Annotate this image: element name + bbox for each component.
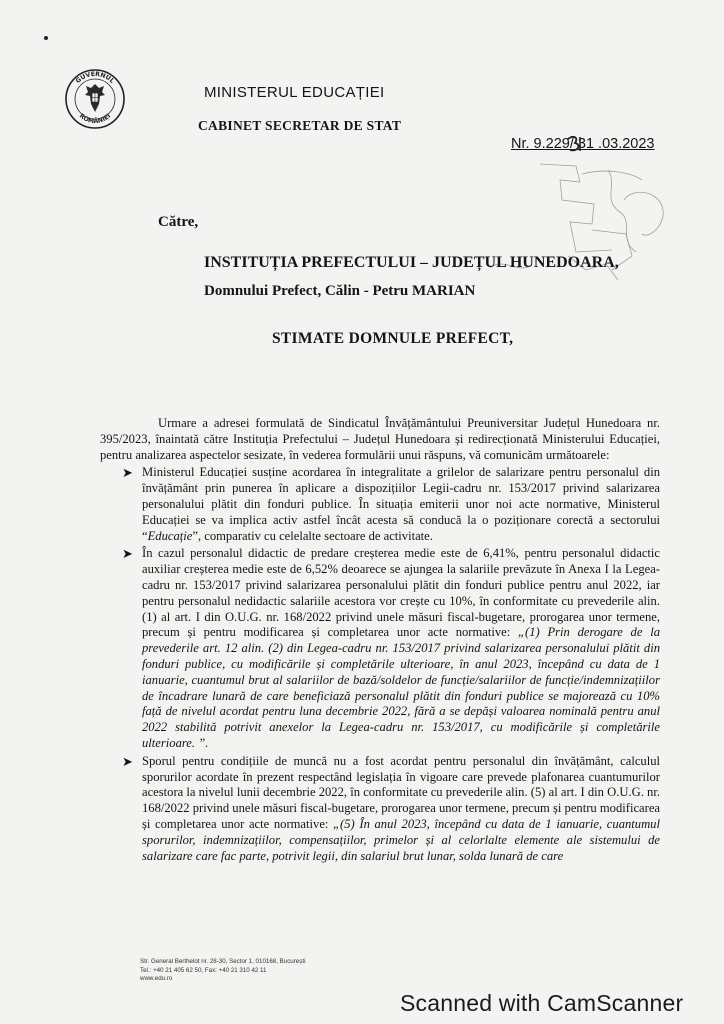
recipient-prefect: Domnului Prefect, Călin - Petru MARIAN (204, 283, 476, 299)
footer-website: www.edu.ro (140, 975, 173, 982)
letter-body (100, 416, 660, 864)
svg-text:ROMÂNIEI: ROMÂNIEI (77, 112, 113, 126)
svg-text:GUVERNUL: GUVERNUL (74, 70, 116, 85)
to-label: Către, (158, 214, 199, 230)
footer-contact (140, 958, 305, 984)
scan-speck (44, 36, 48, 40)
points-list (100, 465, 660, 864)
government-seal-icon (64, 68, 126, 130)
arrow-bullet-icon: ➤ (122, 465, 133, 481)
intro-paragraph: Urmare a adresei formulată de Sindicatul Învățământului Preuniversitar Județul Hunedoara nr. 395/2023, înaintată către Instituția Prefectului – Județul Hunedoara și redirecționată Ministerului Educației, pentru analizarea aspectelor sesizate, în vederea formulării unui răspuns, vă comunicăm următoarele: (100, 416, 660, 462)
footer-address: Str. General Berthelot nr. 28-30, Sector 1, 010168, București (140, 958, 306, 965)
list-item: ➤ Sporul pentru condițiile de muncă nu a fost acordat pentru personalul din învățământ, calculul sporurilor acordate în prezent respectând legislația în vigoare care prevede plafonarea cuantumurilor acestora la nivelul lunii decembrie 2022, în conformitate cu prevederile alin. (5) al art. I din O.U.G. nr. 168/2022 privind unele măsuri fiscal-bugetare, prorogarea unor termene, precum și pentru modificarea și completarea unor acte normative: „(5) În anul 2023, începând cu data de 1 ianuarie, cuantumul sporurilor, indemnizațiilor, compensațiilor, primelor și al celorlalte elemente ale sistemului de salarizare care fac parte, potrivit legii, din salariul brut lunar, solda lunară de care (122, 753, 660, 863)
arrow-bullet-icon: ➤ (122, 753, 133, 769)
recipient-institution: INSTITUȚIA PREFECTULUI – JUDEȚUL HUNEDOARA, (204, 254, 619, 271)
arrow-bullet-icon: ➤ (122, 546, 133, 562)
salutation: STIMATE DOMNULE PREFECT, (272, 330, 514, 347)
camscanner-watermark: Scanned with CamScanner (400, 990, 684, 1016)
handwritten-date-mark (565, 133, 585, 155)
list-item: ➤ În cazul personalul didactic de predare creșterea medie este de 6,41%, pentru personalul didactic auxiliar creșterea medie este de 6,52% deoarece se ajungea la salariile prevăzute în Anexa I la Legea-cadru nr. 153/2017 privind salarizarea personalului plătit din fonduri publice pentru anul 2022, iar pentru personalul nedidactic salariile acestora vor crește cu 10%, în conformitate cu prevederile alin. (1) al art. I din O.U.G. nr. 168/2022 privind unele măsuri fiscal-bugetare, prorogarea unor termene, precum și pentru modificarea și completarea unor acte normative: „(1) Prin derogare de la prevederile art. 12 alin. (2) din Legea-cadru nr. 153/2017 privind salarizarea personalului plătit din fonduri publice, cu modificările și completările ulterioare, în anul 2023, începând cu data de 1 ianuarie, cuantumul brut al salariilor de bază/soldelor de funcție/salariilor de funcție/indemnizațiilor de încadrare lunară de care beneficiază personalul plătit din fonduri publice se majorează cu 10% față de nivelul acordat pentru luna decembrie 2022, fără a se depăși valoarea nominală pentru anul 2022 stabilită potrivit anexelor la Legea-cadru nr. 153/2017, cu modificările și completările ulterioare. ”. (122, 546, 660, 750)
ministry-name: MINISTERUL EDUCAȚIEI (204, 84, 385, 101)
footer-phone: Tel.: +40 21 405 62 50, Fax: +40 21 310 42 11 (140, 966, 267, 974)
registration-number: Nr. 9.229/ 31 .03.2023 (511, 136, 655, 152)
list-item: ➤ Ministerul Educației susține acordarea în integralitate a grilelor de salarizare pentru personalul din învățământ prin punerea în aplicare a dispozițiilor Legii-cadru nr. 153/2017 privind salarizarea personalului plătit din fonduri publice. În situația emiterii unor noi acte normative, Ministerul Educației se va implica activ astfel încât acesta să conducă la o poziționare corectă a sectorului “Educație”, comparativ cu celelalte sectoare de activitate. (122, 465, 660, 543)
cabinet-name: CABINET SECRETAR DE STAT (198, 118, 402, 133)
